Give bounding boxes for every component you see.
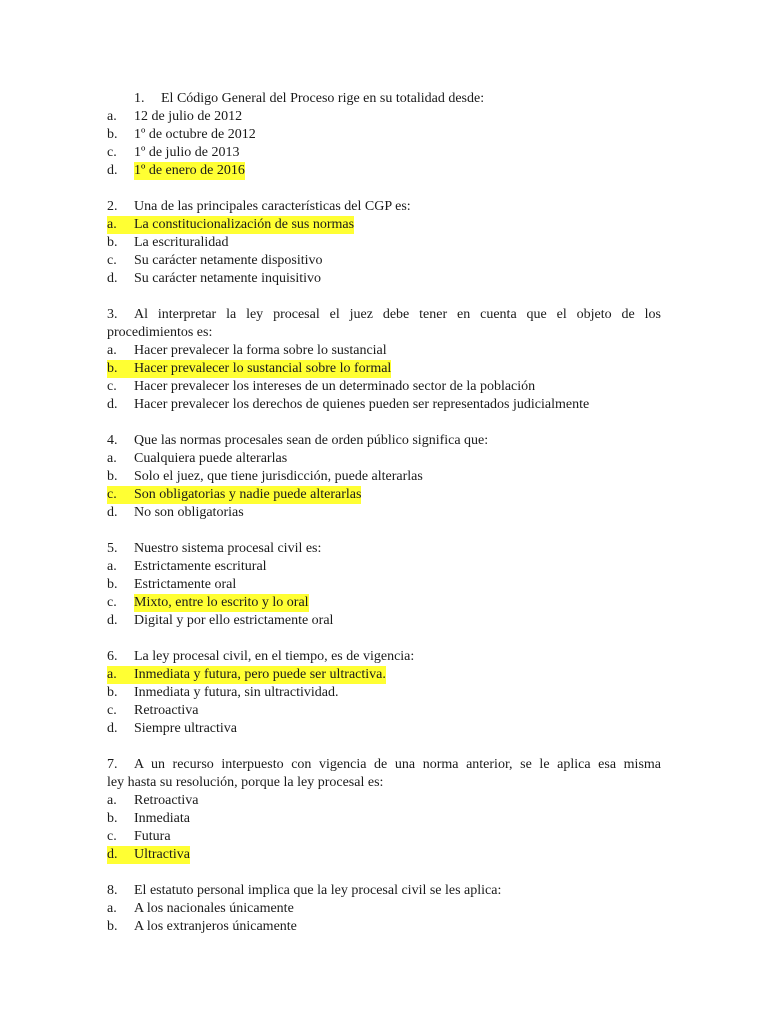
option-label: d.	[107, 397, 118, 412]
question-text-line-1: A un recurso interpuesto con vigencia de una norma anterior, se le aplica esa misma	[134, 757, 661, 772]
option-text: A los extranjeros únicamente	[134, 919, 297, 934]
question-2	[107, 198, 661, 288]
option-text: Digital y por ello estrictamente oral	[134, 613, 334, 628]
question-3	[107, 306, 661, 414]
option-label: c.	[107, 829, 117, 844]
option-label: b.	[107, 577, 118, 592]
question-stem	[107, 90, 661, 108]
question-text: El estatuto personal implica que la ley procesal civil se les aplica:	[134, 883, 502, 898]
option-a-highlighted-answer	[107, 216, 661, 234]
question-number: 1.	[134, 91, 145, 106]
option-label: d.	[107, 163, 118, 178]
option-text: Hacer prevalecer los intereses de un determinado sector de la población	[134, 379, 536, 394]
option-c-highlighted-answer	[107, 486, 661, 504]
question-stem-continuation	[107, 324, 661, 342]
option-text: Inmediata	[134, 811, 190, 826]
option-b	[107, 126, 661, 144]
option-label: a.	[107, 343, 117, 358]
question-stem	[107, 198, 661, 216]
option-label: a.	[107, 793, 117, 808]
question-stem	[107, 648, 661, 666]
option-text: Inmediata y futura, sin ultractividad.	[134, 685, 339, 700]
option-d	[107, 396, 661, 414]
option-label: a.	[107, 109, 117, 124]
question-text: Una de las principales características del CGP es:	[134, 199, 411, 214]
option-text: Hacer prevalecer la forma sobre lo sustancial	[134, 343, 387, 358]
question-number: 8.	[107, 883, 118, 898]
question-number: 2.	[107, 199, 118, 214]
question-stem-continuation	[107, 774, 661, 792]
question-stem	[107, 306, 661, 324]
option-text: Hacer prevalecer los derechos de quienes pueden ser representados judicialmente	[134, 397, 590, 412]
question-stem	[107, 756, 661, 774]
option-d	[107, 720, 661, 738]
option-text: Futura	[134, 829, 171, 844]
option-text: Ultractiva	[134, 847, 190, 862]
question-7	[107, 756, 661, 864]
option-text: Cualquiera puede alterarlas	[134, 451, 288, 466]
option-text: Retroactiva	[134, 703, 199, 718]
option-label: b.	[107, 919, 118, 934]
question-text-line-1: Al interpretar la ley procesal el juez debe tener en cuenta que el objeto de los	[134, 307, 661, 322]
option-label: a.	[107, 451, 117, 466]
option-b	[107, 684, 661, 702]
option-text: Siempre ultractiva	[134, 721, 238, 736]
option-label: d.	[107, 271, 118, 286]
option-b	[107, 576, 661, 594]
option-text: A los nacionales únicamente	[134, 901, 294, 916]
option-d	[107, 504, 661, 522]
option-text: La constitucionalización de sus normas	[134, 217, 355, 232]
option-label: b.	[107, 685, 118, 700]
option-label: a.	[107, 666, 134, 684]
option-text: Son obligatorias y nadie puede alterarlas	[134, 487, 362, 502]
option-label: b.	[107, 235, 118, 250]
option-c	[107, 252, 661, 270]
option-d	[107, 612, 661, 630]
option-label: d.	[107, 846, 134, 864]
option-b-highlighted-answer	[107, 360, 661, 378]
option-text: Hacer prevalecer lo sustancial sobre lo formal	[134, 361, 392, 376]
option-a	[107, 450, 661, 468]
option-d	[107, 270, 661, 288]
option-label: a.	[107, 216, 134, 234]
option-label: b.	[107, 469, 118, 484]
question-number: 7.	[107, 757, 118, 772]
option-label: d.	[107, 613, 118, 628]
option-label: b.	[107, 811, 118, 826]
option-text: No son obligatorias	[134, 505, 244, 520]
question-number: 3.	[107, 307, 118, 322]
option-text: 1º de julio de 2013	[134, 145, 240, 160]
option-b	[107, 918, 661, 936]
option-label: c.	[107, 253, 117, 268]
option-c	[107, 828, 661, 846]
option-text: Inmediata y futura, pero puede ser ultractiva.	[134, 667, 386, 682]
option-text: Retroactiva	[134, 793, 199, 808]
question-number: 6.	[107, 649, 118, 664]
option-b	[107, 468, 661, 486]
option-label: a.	[107, 559, 117, 574]
question-text-line-2: ley hasta su resolución, porque la ley procesal es:	[107, 775, 384, 790]
question-text: Que las normas procesales sean de orden público significa que:	[134, 433, 489, 448]
question-number: 4.	[107, 433, 118, 448]
option-text: 1º de enero de 2016	[134, 163, 245, 178]
option-text: La escrituralidad	[134, 235, 229, 250]
option-b	[107, 234, 661, 252]
option-a-highlighted-answer	[107, 666, 661, 684]
option-a	[107, 792, 661, 810]
option-label: b.	[107, 127, 118, 142]
question-stem	[107, 432, 661, 450]
option-text: Estrictamente oral	[134, 577, 237, 592]
option-label: c.	[107, 486, 134, 504]
option-text: Su carácter netamente dispositivo	[134, 253, 323, 268]
question-4	[107, 432, 661, 522]
option-label: b.	[107, 360, 134, 378]
question-text: El Código General del Proceso rige en su totalidad desde:	[161, 91, 485, 106]
question-number: 5.	[107, 541, 118, 556]
document-page	[107, 90, 661, 954]
question-stem	[107, 540, 661, 558]
option-text: Estrictamente escritural	[134, 559, 267, 574]
option-a	[107, 558, 661, 576]
question-8	[107, 882, 661, 936]
option-text: 12 de julio de 2012	[134, 109, 243, 124]
option-label: c.	[107, 595, 117, 610]
option-c	[107, 378, 661, 396]
option-a	[107, 900, 661, 918]
option-c	[107, 144, 661, 162]
question-5	[107, 540, 661, 630]
question-text: Nuestro sistema procesal civil es:	[134, 541, 322, 556]
option-text: 1º de octubre de 2012	[134, 127, 256, 142]
option-a	[107, 108, 661, 126]
question-text-line-2: procedimientos es:	[107, 325, 213, 340]
option-label: c.	[107, 145, 117, 160]
option-b	[107, 810, 661, 828]
option-label: a.	[107, 901, 117, 916]
option-label: d.	[107, 505, 118, 520]
option-d-highlighted-answer	[107, 846, 661, 864]
option-text: Su carácter netamente inquisitivo	[134, 271, 321, 286]
option-label: c.	[107, 379, 117, 394]
option-a	[107, 342, 661, 360]
question-text: La ley procesal civil, en el tiempo, es de vigencia:	[134, 649, 415, 664]
question-6	[107, 648, 661, 738]
option-c	[107, 702, 661, 720]
option-label: c.	[107, 703, 117, 718]
question-stem	[107, 882, 661, 900]
question-1	[107, 90, 661, 180]
option-text: Solo el juez, que tiene jurisdicción, puede alterarlas	[134, 469, 423, 484]
option-d-highlighted-answer	[107, 162, 661, 180]
option-label: d.	[107, 721, 118, 736]
option-c-highlighted-answer	[107, 594, 661, 612]
option-text: Mixto, entre lo escrito y lo oral	[134, 595, 309, 610]
